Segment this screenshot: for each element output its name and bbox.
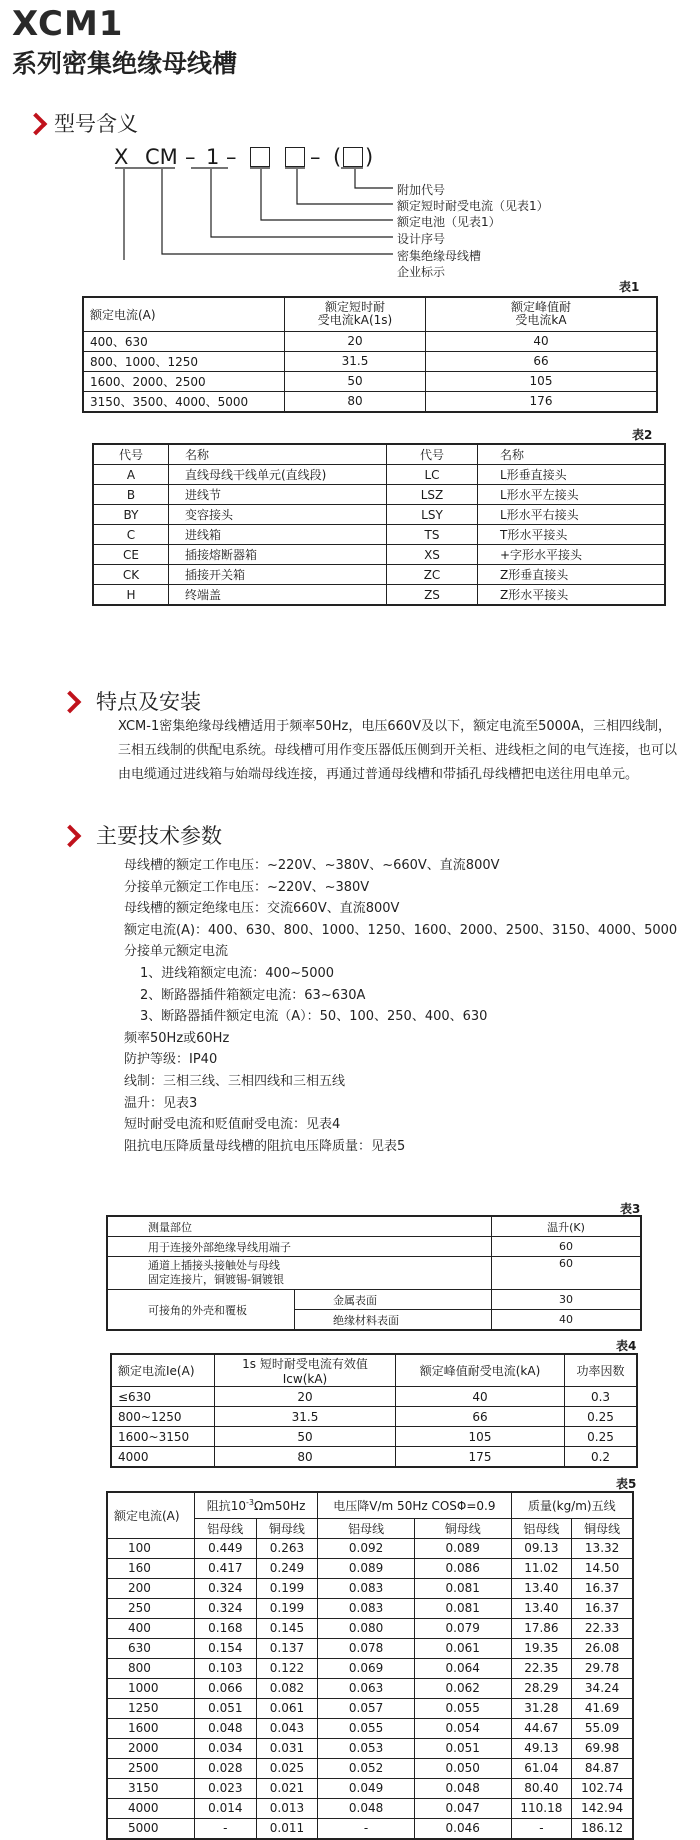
table-cell: 0.083 — [318, 1598, 415, 1618]
table-cell: 13.32 — [572, 1538, 633, 1558]
model-code-one: 1 — [206, 145, 220, 169]
spec-line: 防护等级：IP40 — [124, 1052, 218, 1068]
model-code-dash-1: – — [185, 145, 196, 169]
table-row — [107, 1778, 633, 1798]
table-cell: 50 — [285, 371, 426, 391]
table-cell: L形垂直接头 — [478, 465, 666, 485]
table-cell: 0.061 — [414, 1638, 511, 1658]
table-cell: 80 — [285, 391, 426, 412]
table-cell: 0.417 — [195, 1558, 257, 1578]
table-cell: 0.050 — [414, 1758, 511, 1778]
table-cell: 0.3 — [565, 1387, 638, 1407]
spec-line: 母线槽的额定绝缘电压：交流660V、直流800V — [124, 901, 400, 917]
table4-header: 额定峰值耐受电流(kA) — [396, 1354, 565, 1387]
table2-header: 代号 — [387, 444, 478, 465]
table1-header: 额定峰值耐 受电流kA — [426, 297, 658, 331]
spec-line: 短时耐受电流和贬值耐受电流：见表4 — [124, 1117, 341, 1133]
table-cell: TS — [387, 525, 478, 545]
spec-line: 3、断路器插件额定电流（A）：50、100、250、400、630 — [140, 1009, 488, 1025]
table-cell: 20 — [285, 331, 426, 351]
table-cell: - — [318, 1818, 415, 1839]
table-cell: 0.078 — [318, 1638, 415, 1658]
table-cell: 0.055 — [318, 1718, 415, 1738]
spec-line: 温升：见表3 — [124, 1095, 198, 1111]
table-cell: L形水平左接头 — [478, 485, 666, 505]
table-cell: - — [511, 1818, 572, 1839]
table-row — [107, 1578, 633, 1598]
table-row — [107, 1798, 633, 1818]
table2-caption: 表2 — [632, 428, 653, 442]
table-cell: ZC — [387, 565, 478, 585]
table-cell: 16.37 — [572, 1598, 633, 1618]
table-cell: 22.33 — [572, 1618, 633, 1638]
table-cell: 26.08 — [572, 1638, 633, 1658]
table-cell: 用于连接外部绝缘导线用端子 — [107, 1237, 492, 1257]
table-cell: 22.35 — [511, 1658, 572, 1678]
table-row — [93, 465, 665, 485]
table5-header-part: Ωm50Hz — [254, 1498, 306, 1513]
table-cell: 2000 — [107, 1738, 195, 1758]
table-row — [111, 1387, 637, 1407]
table-cell: Z形垂直接头 — [478, 565, 666, 585]
table-cell: 102.74 — [572, 1778, 633, 1798]
table-cell: 插接开关箱 — [169, 565, 387, 585]
table-row — [107, 1758, 633, 1778]
table-row — [107, 1618, 633, 1638]
table5-header: 额定电流(A) — [107, 1492, 195, 1538]
table-cell: +字形水平接头 — [478, 545, 666, 565]
page-title: XCM1 — [12, 4, 124, 44]
table-cell: 1600、2000、2500 — [83, 371, 285, 391]
table5-subheader: 铝母线 — [318, 1518, 415, 1538]
model-code-rparen: ) — [365, 145, 374, 169]
table-cell: 17.86 — [511, 1618, 572, 1638]
table-row — [107, 1290, 641, 1310]
table1 — [82, 296, 658, 413]
spec-line: 2、断路器插件箱额定电流：63~630A — [140, 987, 366, 1003]
table-cell: 0.051 — [195, 1698, 257, 1718]
model-code-lparen: ( — [333, 145, 342, 169]
table-cell: 0.013 — [256, 1798, 318, 1818]
table-cell: 0.048 — [195, 1718, 257, 1738]
table-cell: 49.13 — [511, 1738, 572, 1758]
model-code-x: X — [114, 145, 129, 169]
table-cell: 0.061 — [256, 1698, 318, 1718]
table-cell: 19.35 — [511, 1638, 572, 1658]
table-row — [83, 391, 657, 412]
table3-r2-line: 通道上插接头接触处与母线 — [148, 1259, 280, 1272]
table-cell: 28.29 — [511, 1678, 572, 1698]
model-label-extra: 附加代号 — [397, 183, 446, 197]
table-cell: 400 — [107, 1618, 195, 1638]
table-cell: 34.24 — [572, 1678, 633, 1698]
table-cell: 31.28 — [511, 1698, 572, 1718]
table-cell: 13.40 — [511, 1598, 572, 1618]
table-cell: LSY — [387, 505, 478, 525]
table-cell: 400、630 — [83, 331, 285, 351]
table5-subheader: 铝母线 — [511, 1518, 572, 1538]
table-cell: 变容接头 — [169, 505, 387, 525]
table-cell: 0.086 — [414, 1558, 511, 1578]
table-cell: 0.079 — [414, 1618, 511, 1638]
table-row — [107, 1558, 633, 1578]
model-code-cm: CM — [145, 145, 178, 169]
table-cell: 0.034 — [195, 1738, 257, 1758]
table-cell: CK — [93, 565, 169, 585]
table-cell: 40 — [492, 1310, 642, 1331]
table-cell: 176 — [426, 391, 658, 412]
table5-subheader: 铝母线 — [195, 1518, 257, 1538]
table-row — [83, 371, 657, 391]
table3-caption: 表3 — [620, 1202, 641, 1216]
table-cell: 40 — [426, 331, 658, 351]
table-row — [111, 1407, 637, 1427]
specs-list — [124, 855, 684, 1157]
spec-line: 频率50Hz或60Hz — [124, 1030, 230, 1046]
table-cell: 0.25 — [565, 1427, 638, 1447]
table-cell: 800 — [107, 1658, 195, 1678]
table-cell: 160 — [107, 1558, 195, 1578]
table4-header: 额定电流Ie(A) — [111, 1354, 215, 1387]
table-cell: 终端盖 — [169, 585, 387, 606]
table-cell: 0.324 — [195, 1578, 257, 1598]
spec-line: 1、进线箱额定电流：400~5000 — [140, 965, 335, 981]
table5-subheader: 铜母线 — [414, 1518, 511, 1538]
page-subtitle: 系列密集绝缘母线槽 — [12, 49, 238, 78]
table-row — [93, 585, 665, 606]
table1-header: 额定短时耐 受电流kA(1s) — [285, 297, 426, 331]
table-cell: 66 — [396, 1407, 565, 1427]
table3-r2-line: 固定连接片，铜镀锡-铜镀银 — [148, 1273, 284, 1286]
table-cell: 0.053 — [318, 1738, 415, 1758]
table-cell: 0.014 — [195, 1798, 257, 1818]
table-cell: 0.249 — [256, 1558, 318, 1578]
table5-subheader: 铜母线 — [572, 1518, 633, 1538]
table-cell: XS — [387, 545, 478, 565]
table-row — [83, 351, 657, 371]
table-cell: 250 — [107, 1598, 195, 1618]
table2 — [92, 443, 666, 606]
table-row — [93, 525, 665, 545]
spec-line: 阻抗电压降质量母线槽的阻抗电压降质量：见表5 — [124, 1138, 406, 1154]
table-cell: 0.028 — [195, 1758, 257, 1778]
table-cell: 630 — [107, 1638, 195, 1658]
table-row — [107, 1658, 633, 1678]
table-cell: 69.98 — [572, 1738, 633, 1758]
table-cell: H — [93, 585, 169, 606]
table-cell: 80.40 — [511, 1778, 572, 1798]
table-cell: 09.13 — [511, 1538, 572, 1558]
table1-header: 额定电流(A) — [83, 297, 285, 331]
table-row — [107, 1257, 641, 1290]
table-cell: 0.081 — [414, 1578, 511, 1598]
table-cell: 0.043 — [256, 1718, 318, 1738]
table4-caption: 表4 — [616, 1339, 637, 1353]
table-cell: C — [93, 525, 169, 545]
features-paragraph: XCM-1密集绝缘母线槽适用于频率50Hz，电压660V及以下，额定电流至5000A，三相四线制，三相五线制的供配电系统。母线槽可用作变压器低压侧到开关柜、进线柜之间的电气连接，也可以由电缆通过进线箱与始端母线连接，再通过普通母线槽和带插孔母线槽把电送往用电单元。 — [118, 719, 678, 782]
table-cell: 200 — [107, 1578, 195, 1598]
table-cell: 5000 — [107, 1818, 195, 1839]
table-row — [111, 1427, 637, 1447]
table1-caption: 表1 — [619, 280, 640, 294]
table-cell: 14.50 — [572, 1558, 633, 1578]
table-cell: ≤630 — [111, 1387, 215, 1407]
table-cell: 1600 — [107, 1718, 195, 1738]
table-cell: 0.025 — [256, 1758, 318, 1778]
table-cell: 0.089 — [318, 1558, 415, 1578]
table-cell: 175 — [396, 1447, 565, 1468]
spec-line: 分接单元额定工作电压：~220V、~380V — [124, 879, 370, 895]
table5-header: 电压降V/m 50Hz COSΦ=0.9 — [318, 1492, 511, 1518]
table-cell: 绝缘材料表面 — [295, 1310, 492, 1331]
table-cell: 0.054 — [414, 1718, 511, 1738]
table-cell: LC — [387, 465, 478, 485]
table5-caption: 表5 — [616, 1477, 637, 1491]
table-cell: 0.052 — [318, 1758, 415, 1778]
table-cell: 50 — [215, 1427, 396, 1447]
table-cell: 0.023 — [195, 1778, 257, 1798]
table-cell: 0.047 — [414, 1798, 511, 1818]
table-cell: T形水平接头 — [478, 525, 666, 545]
section-title-specs: 主要技术参数 — [96, 824, 222, 848]
table-cell: B — [93, 485, 169, 505]
table-cell: BY — [93, 505, 169, 525]
table-row — [107, 1237, 641, 1257]
table-row — [107, 1598, 633, 1618]
table-cell: 1250 — [107, 1698, 195, 1718]
table-cell: 110.18 — [511, 1798, 572, 1818]
section-title-features: 特点及安装 — [96, 690, 201, 714]
table-cell: 2500 — [107, 1758, 195, 1778]
table2-header: 名称 — [478, 444, 666, 465]
table-cell: 0.049 — [318, 1778, 415, 1798]
table-cell: 0.081 — [414, 1598, 511, 1618]
table-row — [107, 1818, 633, 1839]
table-cell: 插接熔断器箱 — [169, 545, 387, 565]
chevron-right-icon — [59, 825, 82, 848]
table-cell: 0.062 — [414, 1678, 511, 1698]
table-cell: 0.122 — [256, 1658, 318, 1678]
table5-header-sup: -3 — [246, 1497, 255, 1507]
table-cell: 0.064 — [414, 1658, 511, 1678]
model-label-design-serial: 设计序号 — [397, 232, 446, 246]
table-cell: 0.145 — [256, 1618, 318, 1638]
table-cell: 61.04 — [511, 1758, 572, 1778]
table-cell: 0.089 — [414, 1538, 511, 1558]
table-cell: 60 — [492, 1257, 642, 1290]
table-cell: 105 — [426, 371, 658, 391]
table-cell: 0.021 — [256, 1778, 318, 1798]
table-cell: 13.40 — [511, 1578, 572, 1598]
table-cell: 105 — [396, 1427, 565, 1447]
table-cell: 0.031 — [256, 1738, 318, 1758]
table-cell: L形水平右接头 — [478, 505, 666, 525]
table-cell: 0.051 — [414, 1738, 511, 1758]
table-cell: 0.2 — [565, 1447, 638, 1468]
table2-header: 代号 — [93, 444, 169, 465]
spec-line: 额定电流(A)：400、630、800、1000、1250、1600、2000、2500、3150、4000、5000 — [124, 922, 678, 938]
table3-header: 温升(K) — [492, 1216, 642, 1237]
section-title-model: 型号含义 — [54, 112, 138, 136]
table-cell: 0.066 — [195, 1678, 257, 1698]
table-cell: 0.199 — [256, 1578, 318, 1598]
table-cell: 84.87 — [572, 1758, 633, 1778]
table-cell: 800~1250 — [111, 1407, 215, 1427]
table-cell: 3150、3500、4000、5000 — [83, 391, 285, 412]
table-cell: 0.057 — [318, 1698, 415, 1718]
table-cell: 可接角的外壳和覆板 — [107, 1290, 295, 1331]
model-label-rated-battery: 额定电池（见表1） — [397, 215, 501, 229]
table-cell: A — [93, 465, 169, 485]
table-cell: - — [195, 1818, 257, 1839]
model-code-dash-2: – — [226, 145, 237, 169]
table-cell: 20 — [215, 1387, 396, 1407]
chevron-right-icon — [59, 691, 82, 714]
table-cell: 0.082 — [256, 1678, 318, 1698]
table-cell: Z形水平接头 — [478, 585, 666, 606]
table-cell: 186.12 — [572, 1818, 633, 1839]
table-row — [93, 565, 665, 585]
table-cell: 0.063 — [318, 1678, 415, 1698]
table-cell: 142.94 — [572, 1798, 633, 1818]
table-cell: 0.092 — [318, 1538, 415, 1558]
table5-subheader: 铜母线 — [256, 1518, 318, 1538]
table2-header: 名称 — [169, 444, 387, 465]
table-row — [107, 1538, 633, 1558]
table-cell: 41.69 — [572, 1698, 633, 1718]
table-cell: 40 — [396, 1387, 565, 1407]
table-row — [83, 331, 657, 351]
table-row — [107, 1698, 633, 1718]
table-cell: CE — [93, 545, 169, 565]
table5 — [106, 1491, 634, 1840]
table-cell: 0.069 — [318, 1658, 415, 1678]
table-cell: 1600~3150 — [111, 1427, 215, 1447]
table-row — [93, 545, 665, 565]
model-label-busway: 密集绝缘母线槽 — [397, 249, 482, 263]
table-cell: 0.168 — [195, 1618, 257, 1638]
table3-header: 测量部位 — [107, 1216, 492, 1237]
model-leader-lines — [0, 0, 700, 260]
table-cell: 3150 — [107, 1778, 195, 1798]
table-cell: 4000 — [111, 1447, 215, 1468]
table-cell: 直线母线干线单元(直线段) — [169, 465, 387, 485]
table-row — [107, 1718, 633, 1738]
table-cell: 0.083 — [318, 1578, 415, 1598]
table-cell: 30 — [492, 1290, 642, 1310]
table-cell: 800、1000、1250 — [83, 351, 285, 371]
table-cell: 0.080 — [318, 1618, 415, 1638]
table-cell: 0.137 — [256, 1638, 318, 1658]
model-label-short-time-current: 额定短时耐受电流（见表1） — [397, 199, 549, 213]
table-cell: 0.154 — [195, 1638, 257, 1658]
table4-header: 功率因数 — [565, 1354, 638, 1387]
table-cell: 0.449 — [195, 1538, 257, 1558]
table-cell: 0.011 — [256, 1818, 318, 1839]
spec-line: 分接单元额定电流 — [124, 944, 229, 960]
table-cell: 0.263 — [256, 1538, 318, 1558]
table-cell — [107, 1257, 492, 1290]
table-cell: 4000 — [107, 1798, 195, 1818]
table-cell: 60 — [492, 1237, 642, 1257]
table5-header-part: 阻抗10 — [206, 1498, 247, 1513]
table-cell: 0.199 — [256, 1598, 318, 1618]
table-row — [107, 1738, 633, 1758]
table-cell: 31.5 — [215, 1407, 396, 1427]
table-cell: 进线节 — [169, 485, 387, 505]
table-cell: 29.78 — [572, 1658, 633, 1678]
table-row — [107, 1638, 633, 1658]
model-code-dash-3: – — [310, 145, 321, 169]
table-cell: 金属表面 — [295, 1290, 492, 1310]
table-cell: 11.02 — [511, 1558, 572, 1578]
table-cell: 0.324 — [195, 1598, 257, 1618]
table-row — [93, 485, 665, 505]
table-cell: 44.67 — [511, 1718, 572, 1738]
table-row — [107, 1678, 633, 1698]
table-cell: 100 — [107, 1538, 195, 1558]
table-cell: 55.09 — [572, 1718, 633, 1738]
table-cell: 0.103 — [195, 1658, 257, 1678]
table5-header — [195, 1492, 318, 1518]
table-cell: 进线箱 — [169, 525, 387, 545]
table-cell: LSZ — [387, 485, 478, 505]
table4 — [110, 1353, 638, 1468]
table-cell: 0.048 — [414, 1778, 511, 1798]
table4-header: 1s 短时耐受电流有效值Icw(kA) — [215, 1354, 396, 1387]
table-cell: 0.055 — [414, 1698, 511, 1718]
spec-line: 线制：三相三线、三相四线和三相五线 — [124, 1073, 346, 1089]
table-cell: 31.5 — [285, 351, 426, 371]
table-cell: 80 — [215, 1447, 396, 1468]
table-cell: 0.046 — [414, 1818, 511, 1839]
table3 — [106, 1215, 642, 1331]
table5-body — [107, 1538, 633, 1839]
table-row — [93, 505, 665, 525]
spec-line: 母线槽的额定工作电压：~220V、~380V、~660V、直流800V — [124, 858, 500, 873]
table-cell: 0.25 — [565, 1407, 638, 1427]
model-label-enterprise: 企业标示 — [397, 265, 446, 279]
table5-header: 质量(kg/m)五线 — [511, 1492, 633, 1518]
table-cell: 66 — [426, 351, 658, 371]
table-cell: ZS — [387, 585, 478, 606]
table-cell: 1000 — [107, 1678, 195, 1698]
table-cell: 0.048 — [318, 1798, 415, 1818]
table-row — [111, 1447, 637, 1468]
table-cell: 16.37 — [572, 1578, 633, 1598]
